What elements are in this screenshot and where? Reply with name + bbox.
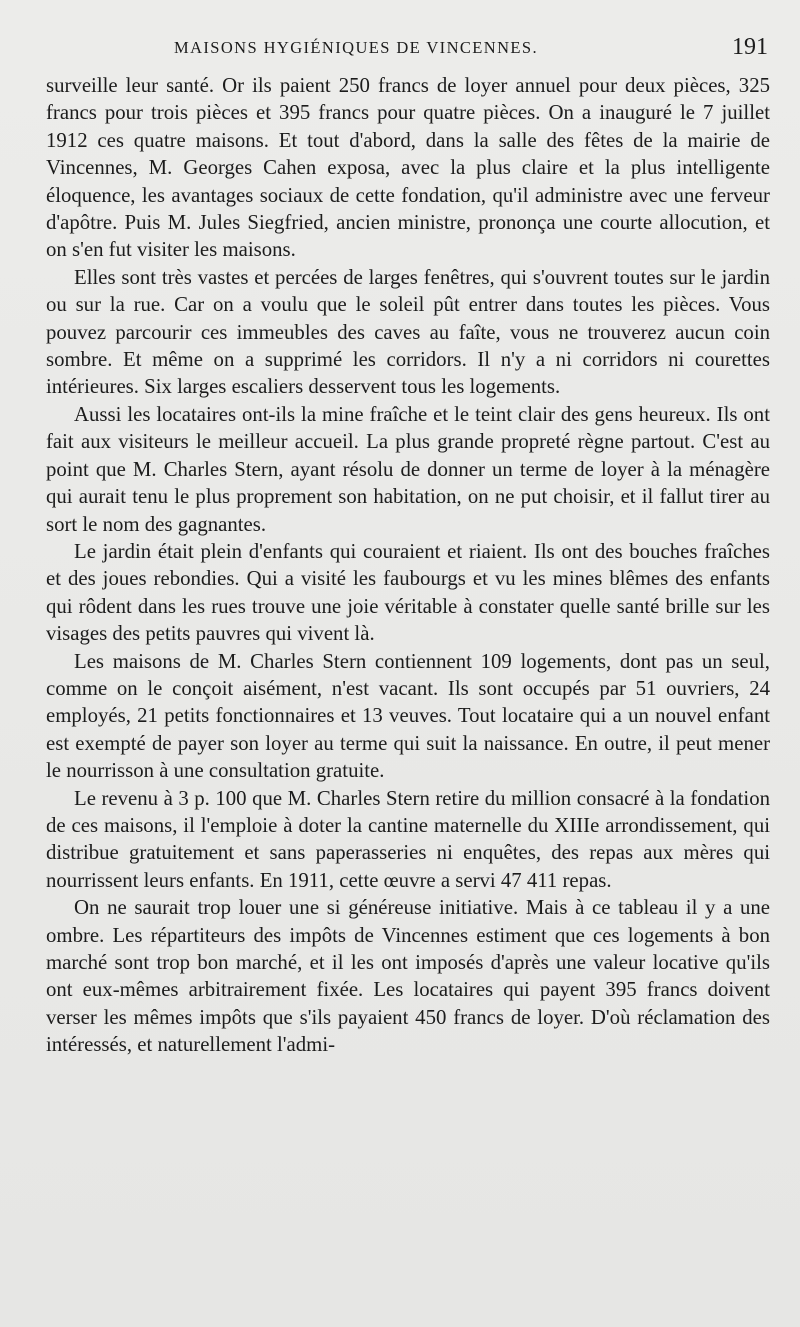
page-body [46,72,770,1059]
paragraph-7: On ne saurait trop louer une si généreuse initiative. Mais à ce tableau il y a une ombre. Les répartiteurs des impôts de Vincennes estiment que ces logements à bon marché sont trop bon marché, et il les ont imposés d'après une valeur locative qu'ils ont eux-mêmes arbitrairement fixée. Les locataires qui payent 395 francs doivent verser les mêmes impôts que s'ils payaient 450 francs de loyer. D'où réclamation des intéressés, et naturellement l'admi- [46,896,770,1057]
paragraph-3: Aussi les locataires ont-ils la mine fraîche et le teint clair des gens heureux. Ils ont fait aux visiteurs le meilleur accueil. La plus grande propreté règne partout. C'est au point que M. Charles Stern, ayant résolu de donner un terme de loyer à la ménagère qui aurait tenu le plus proprement son habitation, on ne put choisir, et il fallut tirer au sort le nom des gagnantes. [46,402,770,536]
paragraph-4: Le jardin était plein d'enfants qui couraient et riaient. Ils ont des bouches fraîches et des joues rebondies. Qui a visité les faubourgs et vu les mines blêmes des enfants qui rôdent dans les rues trouve une joie véritable à constater quelle santé brille sur les visages des petits pauvres qui vivent là. [46,539,770,646]
paragraph-6: Le revenu à 3 p. 100 que M. Charles Stern retire du million consacré à la fondation de ces maisons, il l'emploie à doter la cantine maternelle du XIIIe arrondissement, qui distribue gratuitement et sans paperasseries ni enquêtes, des repas aux mères qui nourrissent leurs enfants. En 1911, cette œuvre a servi 47 411 repas. [46,786,770,892]
paragraph-1: surveille leur santé. Or ils paient 250 francs de loyer annuel pour deux pièces, 325 francs pour trois pièces et 395 francs pour quatre pièces. On a inauguré le 7 juillet 1912 ces quatre maisons. Et tout d'abord, dans la salle des fêtes de la mairie de Vincennes, M. Georges Cahen exposa, avec la plus claire et la plus intelligente éloquence, les avantages sociaux de cette fondation, qu'il administre avec une ferveur d'apôtre. Puis M. Jules Siegfried, ancien ministre, prononça une courte allocution, et on s'en fut visiter les maisons. [46,74,770,262]
running-title: MAISONS HYGIÉNIQUES DE VINCENNES. [174,38,538,57]
page-number: 191 [732,34,768,60]
page-header [46,34,768,64]
paragraph-2: Elles sont très vastes et percées de larges fenêtres, qui s'ouvrent toutes sur le jardin ou sur la rue. Car on a voulu que le soleil pût entrer dans toutes les pièces. Vous pouvez parcourir ces immeubles des caves au faîte, vous ne trouverez aucun coin sombre. Et même on a supprimé les corridors. Il n'y a ni corridors ni courettes intérieures. Six larges escaliers desservent tous les logements. [46,265,770,399]
paragraph-5: Les maisons de M. Charles Stern contiennent 109 logements, dont pas un seul, comme on le conçoit aisément, n'est vacant. Ils sont occupés par 51 ouvriers, 24 employés, 21 petits fonctionnaires et 13 veuves. Tout locataire qui a un nouvel enfant est exempté de payer son loyer au terme qui suit la naissance. En outre, il peut mener le nourrisson à une consultation gratuite. [46,649,770,783]
